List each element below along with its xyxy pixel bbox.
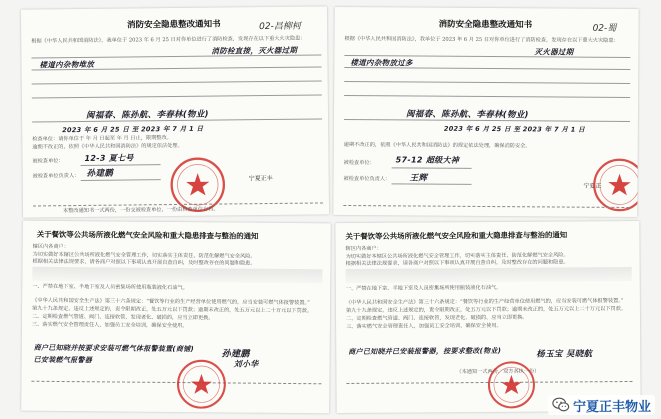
handwritten-response-1: 商户已知晓并已安装报警器，按要求整改(物业) [348,346,502,356]
underline [391,183,471,185]
body-line: 第九十九条规定，违反上述规定的，责令限期改正，处五万元以下罚款；逾期未改正的，处五万元以上二十万元以下罚款。 [32,305,313,315]
gas-safety-notice-right [335,221,640,413]
underline [81,179,161,181]
intro-line: 根据《中华人民共和国消防法》，我单位于 2023 年 6 月 25 日对你单位进行了消防检查，发现存在以下重大火灾隐患： [31,35,306,45]
underline [32,80,322,84]
body-line: 一、严禁在地下室、半地下室及人员密集场所使用瓶装液化石油气。 [345,284,502,292]
law-line: 逾期不改正的，依照《中华人民共和国消防法》的规定依法处理，确保消防安全。 [343,142,531,150]
body-line: 二、定期检查燃气管道、阀门、连接软管，发现老化、破损的，应当立即更换。 [345,314,528,322]
serial-number: 02-蜀 [592,23,617,34]
wechat-watermark [548,395,655,415]
handwritten-checkers: 闽福春、陈孙航、李春林(物业) [85,109,209,121]
handwritten-head: 孙建鹏 [86,168,114,179]
body-line: 三、落实燃气安全管理责任人，加强员工安全培训，确保安全使用。 [346,322,502,330]
handwritten-hazard-1: 消防栓直接，灭火器过期 [211,45,298,56]
body-line: 根据相关法律法规要求，请各商户对照以下事项认真开展自查自纠，及时整改存在的问题和隐患。 [345,259,569,267]
recipient-line: 辖区内各商户： [345,245,382,252]
underline [344,119,630,122]
body-line: 根据相关法律法规要求，请各商户对照以下事项认真开展自查自纠，及时整改存在的问题和隐患。 [32,258,256,267]
handwritten-head: 王辉 [409,173,428,184]
body-line: 第九十九条规定，违反上述规定的，责令限期改正，处五万元以下罚款；逾期未改正的，处五万元以上二十万元以下罚款。 [345,306,627,314]
notice-sheet-top-left [21,6,329,217]
recipient-line: 辖区内各商户： [32,243,69,251]
body-line: 一、严禁在地下室、半地下室及人员密集场所使用瓶装液化石油气。 [32,283,188,292]
law-line: 逾期不改正的，依照《中华人民共和国消防法》的规定依法处理。 [32,142,183,151]
underline [344,81,630,84]
handwritten-dates: 2023 年 6 月 25 日 至 2023 年 7 月 1 日 [443,124,585,134]
shaded-block [32,267,322,284]
handwritten-hazard-1: 灭火器过期 [534,47,574,57]
notice-title: 关于餐饮等公共场所液化燃气安全风险和重大隐患排查与整治的通知 [36,229,259,241]
sheet-title: 消防安全隐患整改通知书 [438,19,533,31]
handwritten-checkers: 闽福春、陈孙航、李春林(物业) [405,109,529,121]
sheet-title: 消防安全隐患整改通知书 [127,19,221,31]
unit-label: 被检查单位： [32,158,64,165]
serial-number: 02-昌柳柯 [259,21,301,33]
head-label: 被检查单位负责人： [343,176,391,183]
shaded-block [346,267,632,283]
head-label: 被检查单位负责人： [32,173,80,180]
intro-line: 根据《中华人民共和国消防法》，我单位于 2023 年 6 月 25 日对你单位进行了消防检查，发现存在以下重大火灾隐患： [344,36,619,44]
underline [81,164,161,166]
handwritten-name: 孙建鹏 [221,349,250,360]
handwritten-signature: 杨玉宝 吴晓航 [536,349,593,360]
red-seal-stamp [486,360,536,410]
footer-note: （本通知一式两份，双方各执一份） [456,368,540,376]
underline [344,95,630,98]
handwritten-unit: 12-3 夏七号 [84,153,134,163]
footer-note: 本整改通知书一式两份，一份交被检查单位，一份由检查单位存档。 [63,206,219,215]
body-line: 《中华人民共和国安全生产法》第三十六条规定：“餐饮等行业的生产经营单位使用燃气的，应当安装可燃气体报警装置。” [32,297,310,307]
handwritten-hazard-2: 楼道内杂物放过多 [350,58,413,68]
body-line: 为切实做好本辖区公共场所液化燃气安全管理工作，切实落实主体责任，防范化解燃气安全风险。 [32,251,256,260]
watermark-text: 宁夏正丰物业 [572,399,651,415]
underline [344,67,630,70]
gas-safety-notice-left [21,221,331,414]
body-line: 三、落实燃气安全管理责任人，加强员工安全培训，确保安全使用。 [31,321,188,330]
deadline-line: 检查单位：请你单位于 年 月 日起至 年 月 日止，限期整改。 [32,135,172,143]
handwritten-signature: 刘小华 [233,359,259,369]
underline [392,167,472,169]
handwritten-response-2: 已安装燃气报警器 [33,355,93,365]
wechat-icon [552,396,570,414]
cut-line [343,205,629,208]
red-seal-stamp [591,157,638,213]
red-seal-stamp [175,358,227,410]
signer-text: 宁夏正丰 [248,174,273,183]
body-line: 《中华人民共和国安全生产法》第三十六条规定：“餐饮等行业的生产经营单位使用燃气的，应当安装可燃气体报警装置。” [345,298,624,306]
underline [31,54,321,58]
underline [32,94,322,98]
underline [32,118,322,122]
notice-title: 关于餐饮等公共场所液化燃气安全风险和重大隐患排查与整治的通知 [345,230,568,241]
body-line: 二、定期检查燃气管道、阀门、连接软管，发现老化、破损的，应当立即更换。 [31,313,214,322]
handwritten-response-1: 商户已知晓并按要求安装可燃气体报警装置(商铺) [33,343,195,354]
handwritten-dates: 2023 年 6 月 25 日 至 2023 年 7 月 1 日 [62,124,204,135]
notice-sheet-top-right [333,7,638,217]
unit-label: 被检查单位： [343,160,375,167]
handwritten-hazard-2: 楼道内杂物堆放 [39,59,95,70]
handwritten-unit: 57-12 超级大神 [395,155,460,165]
signer-text: 宁夏正 [583,182,602,190]
body-line: 为切实做好本辖区公共场所液化燃气安全管理工作，切实落实主体责任，防范化解燃气安全风险。 [345,252,569,260]
